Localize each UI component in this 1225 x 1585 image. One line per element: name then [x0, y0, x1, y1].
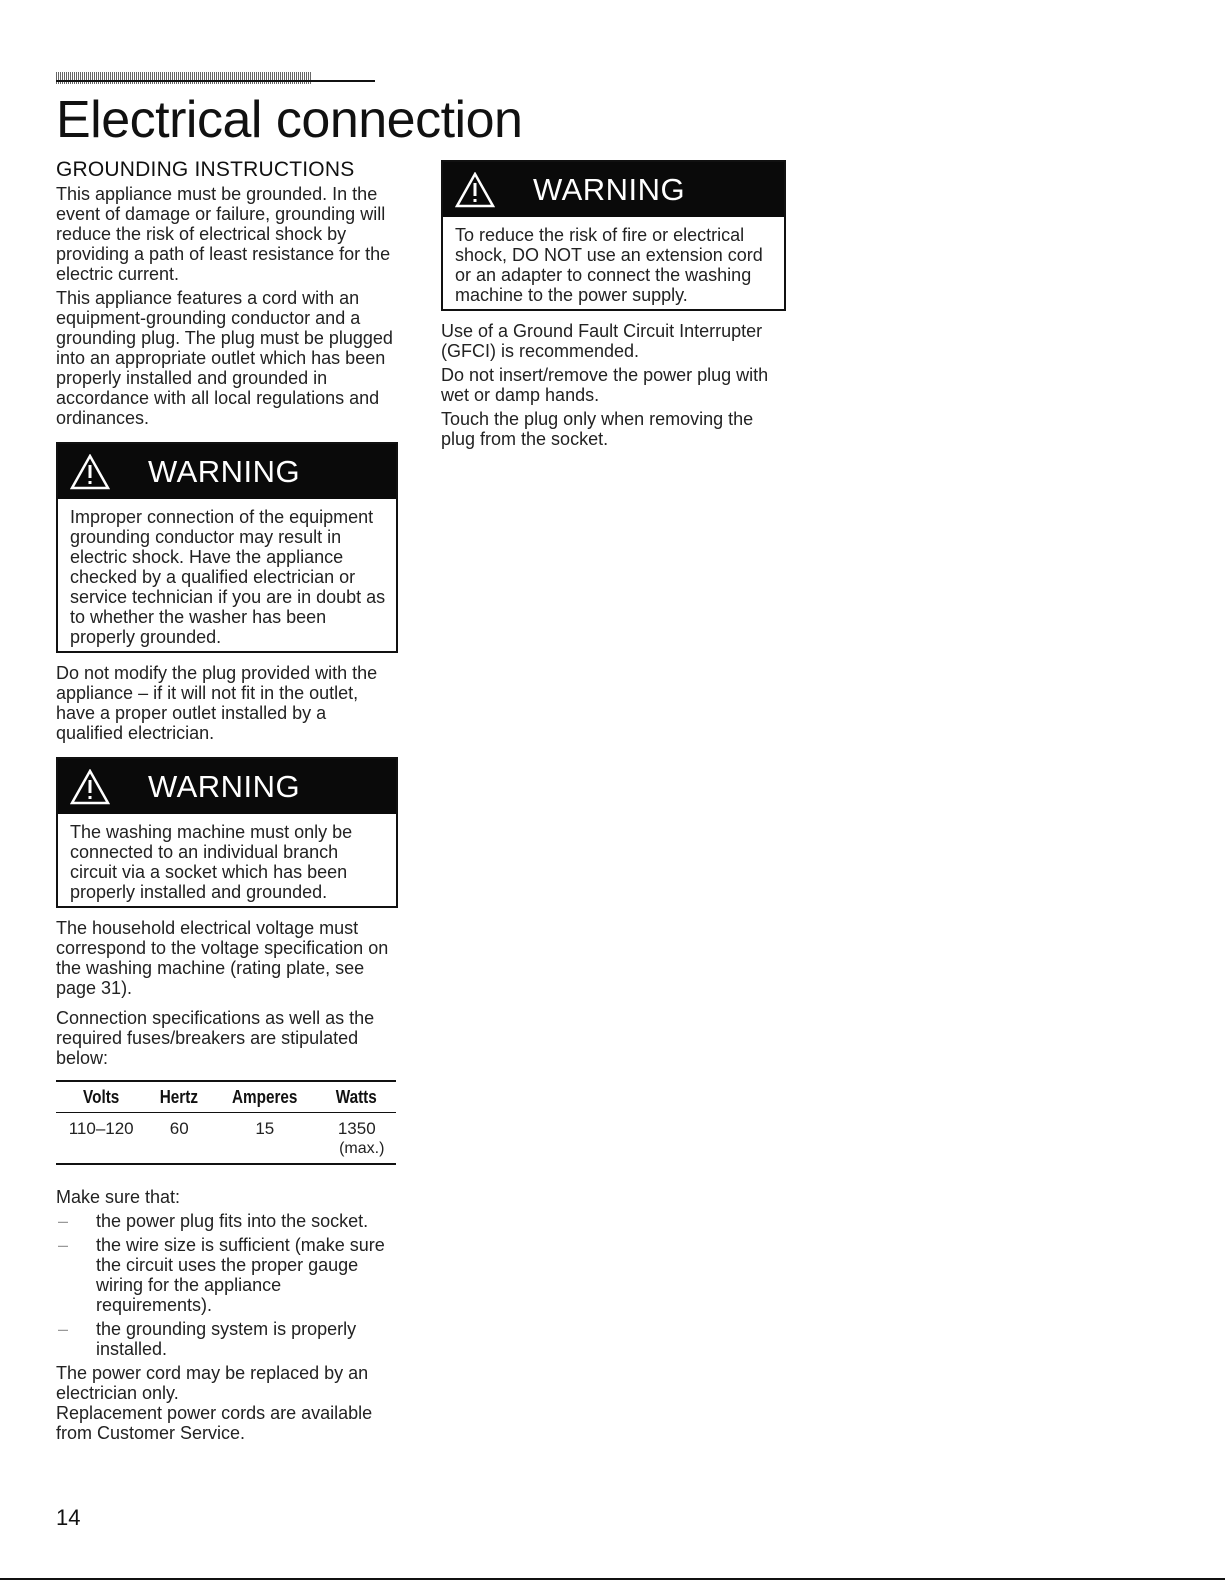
warning-title: WARNING [148, 768, 301, 804]
column-header-hertz: Hertz [160, 1087, 199, 1107]
cell-volts: 110–120 [68, 1119, 134, 1138]
warning-triangle-icon [70, 769, 110, 805]
left-column [56, 158, 398, 1447]
warning-text: Improper connection of the equipment grounding conductor may result in electric shock. Have the appliance checked by a qualified electrician or service technician if you are in doubt as to whether the washer has been properly grounded. [70, 507, 386, 647]
dash-bullet: – [58, 1235, 69, 1255]
list-item [56, 1319, 398, 1359]
list-item-text: the grounding system is properly installed. [96, 1319, 357, 1359]
warning-box-circuit [56, 757, 398, 908]
list-item-text: the power plug fits into the socket. [96, 1211, 369, 1231]
replacement-cord-paragraph: Replacement power cords are available from Customer Service. [56, 1403, 373, 1443]
watts-value: 1350 [337, 1119, 376, 1138]
cell-hertz: 60 [169, 1119, 189, 1138]
power-cord-paragraph: The power cord may be replaced by an electrician only. [56, 1363, 369, 1403]
specifications-paragraph: Connection specifications as well as the required fuses/breakers are stipulated below: [56, 1008, 375, 1068]
warning-triangle-icon [70, 454, 110, 490]
plug-modify-paragraph: Do not modify the plug provided with the appliance – if it will not fit in the outlet, have a proper outlet installed by a qualified electrician. [56, 663, 378, 743]
column-header-watts: Watts [336, 1087, 378, 1107]
header-hatch-rule [56, 72, 312, 84]
warning-title: WARNING [148, 453, 301, 489]
warning-box-grounding [56, 442, 398, 653]
wet-hands-paragraph: Do not insert/remove the power plug with wet or damp hands. [441, 365, 769, 405]
grounding-paragraph-2: This appliance features a cord with an equipment-grounding conductor and a grounding plug. The plug must be plugged into an appropriate outlet which has been properly installed and grounded in accordance with all local regulations and ordinances. [56, 288, 393, 428]
table-header-row [56, 1081, 396, 1113]
warning-header [58, 444, 396, 499]
dash-bullet: – [58, 1211, 69, 1231]
list-item [56, 1235, 398, 1315]
warning-text: The washing machine must only be connected to an individual branch circuit via a socket which has been properly installed and grounded. [70, 822, 353, 902]
header-rule [56, 80, 375, 82]
warning-header [443, 162, 784, 217]
dash-bullet: – [58, 1319, 69, 1339]
warning-header [58, 759, 396, 814]
list-item-text: the wire size is sufficient (make sure the circuit uses the proper gauge wiring for the appliance requirements). [96, 1235, 385, 1315]
warning-triangle-icon [455, 172, 495, 208]
checklist [56, 1211, 398, 1359]
grounding-paragraph-1: This appliance must be grounded. In the event of damage or failure, grounding will reduce the risk of electrical shock by providing a path of least resistance for the electric current. [56, 184, 391, 284]
gfci-paragraph: Use of a Ground Fault Circuit Interrupter (GFCI) is recommended. [441, 321, 763, 361]
warning-box-extension [441, 160, 786, 311]
page-number: 14 [56, 1505, 81, 1530]
column-header-volts: Volts [83, 1087, 120, 1107]
connection-spec-table [56, 1080, 396, 1165]
list-item [56, 1211, 398, 1231]
touch-plug-paragraph: Touch the plug only when removing the plug from the socket. [441, 409, 754, 449]
right-column [441, 160, 786, 453]
grounding-heading: GROUNDING INSTRUCTIONS [56, 158, 355, 181]
column-header-amperes: Amperes [232, 1087, 298, 1107]
warning-title: WARNING [533, 171, 686, 207]
cell-amperes: 15 [255, 1119, 275, 1138]
make-sure-label: Make sure that: [56, 1187, 181, 1207]
voltage-paragraph: The household electrical voltage must correspond to the voltage specification on the washing machine (rating plate, see page 31). [56, 918, 389, 998]
page-title: Electrical connection [56, 91, 523, 149]
bottom-edge-rule [0, 1578, 1225, 1580]
watts-max-note: (max.) [339, 1140, 385, 1157]
warning-text: To reduce the risk of fire or electrical shock, DO NOT use an extension cord or an adapter to connect the washing machine to the power supply. [455, 225, 763, 305]
cell-watts [317, 1113, 396, 1165]
table-row [56, 1113, 396, 1165]
